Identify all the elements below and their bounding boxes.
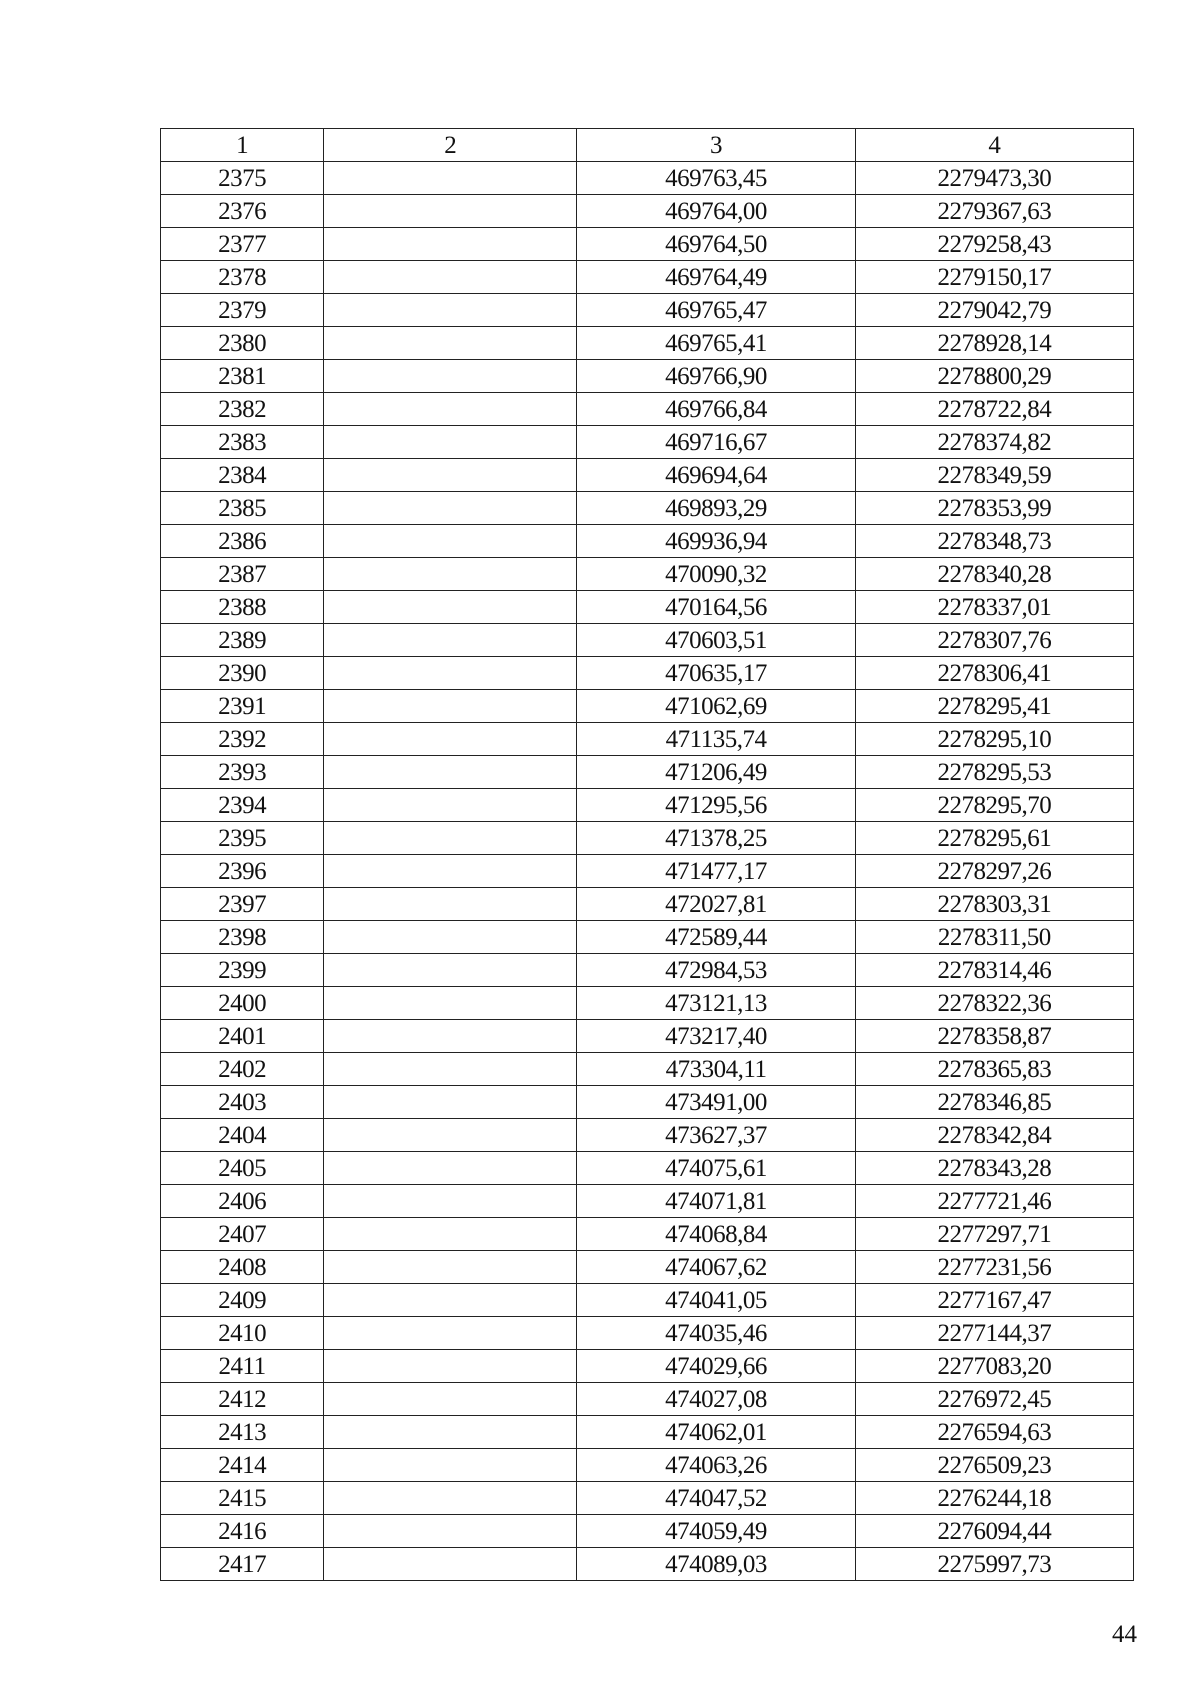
point-number-cell: 2403 xyxy=(161,1086,324,1119)
column-2-cell xyxy=(324,921,577,954)
x-coordinate-cell: 472589,44 xyxy=(577,921,855,954)
x-coordinate-cell: 474089,03 xyxy=(577,1548,855,1581)
y-coordinate-cell: 2276509,23 xyxy=(855,1449,1133,1482)
y-coordinate-cell: 2275997,73 xyxy=(855,1548,1133,1581)
y-coordinate-cell: 2279042,79 xyxy=(855,294,1133,327)
column-2-cell xyxy=(324,162,577,195)
column-2-cell xyxy=(324,723,577,756)
table-row xyxy=(161,162,1134,195)
x-coordinate-cell: 474067,62 xyxy=(577,1251,855,1284)
table-row xyxy=(161,1482,1134,1515)
table-row xyxy=(161,1383,1134,1416)
x-coordinate-cell: 473217,40 xyxy=(577,1020,855,1053)
y-coordinate-cell: 2277144,37 xyxy=(855,1317,1133,1350)
y-coordinate-cell: 2278928,14 xyxy=(855,327,1133,360)
x-coordinate-cell: 474029,66 xyxy=(577,1350,855,1383)
table-row xyxy=(161,1185,1134,1218)
point-number-cell: 2399 xyxy=(161,954,324,987)
table-row xyxy=(161,426,1134,459)
x-coordinate-cell: 473491,00 xyxy=(577,1086,855,1119)
column-2-cell xyxy=(324,525,577,558)
point-number-cell: 2380 xyxy=(161,327,324,360)
column-2-cell xyxy=(324,327,577,360)
point-number-cell: 2378 xyxy=(161,261,324,294)
y-coordinate-cell: 2278303,31 xyxy=(855,888,1133,921)
table-row xyxy=(161,1053,1134,1086)
table-row xyxy=(161,525,1134,558)
column-2-cell xyxy=(324,426,577,459)
column-2-cell xyxy=(324,1317,577,1350)
y-coordinate-cell: 2278374,82 xyxy=(855,426,1133,459)
y-coordinate-cell: 2278311,50 xyxy=(855,921,1133,954)
x-coordinate-cell: 474068,84 xyxy=(577,1218,855,1251)
y-coordinate-cell: 2277083,20 xyxy=(855,1350,1133,1383)
y-coordinate-cell: 2276594,63 xyxy=(855,1416,1133,1449)
point-number-cell: 2412 xyxy=(161,1383,324,1416)
column-2-cell xyxy=(324,294,577,327)
y-coordinate-cell: 2278800,29 xyxy=(855,360,1133,393)
table-row xyxy=(161,459,1134,492)
x-coordinate-cell: 471295,56 xyxy=(577,789,855,822)
point-number-cell: 2414 xyxy=(161,1449,324,1482)
y-coordinate-cell: 2278297,26 xyxy=(855,855,1133,888)
column-2-cell xyxy=(324,459,577,492)
point-number-cell: 2389 xyxy=(161,624,324,657)
point-number-cell: 2377 xyxy=(161,228,324,261)
x-coordinate-cell: 469764,50 xyxy=(577,228,855,261)
y-coordinate-cell: 2278342,84 xyxy=(855,1119,1133,1152)
table-row xyxy=(161,822,1134,855)
y-coordinate-cell: 2277297,71 xyxy=(855,1218,1133,1251)
column-2-cell xyxy=(324,1119,577,1152)
point-number-cell: 2395 xyxy=(161,822,324,855)
column-2-cell xyxy=(324,492,577,525)
column-2-cell xyxy=(324,1218,577,1251)
y-coordinate-cell: 2278322,36 xyxy=(855,987,1133,1020)
column-header-2: 2 xyxy=(324,129,577,162)
point-number-cell: 2381 xyxy=(161,360,324,393)
table-row xyxy=(161,1218,1134,1251)
column-2-cell xyxy=(324,228,577,261)
x-coordinate-cell: 469764,49 xyxy=(577,261,855,294)
point-number-cell: 2393 xyxy=(161,756,324,789)
table-row xyxy=(161,558,1134,591)
x-coordinate-cell: 473121,13 xyxy=(577,987,855,1020)
point-number-cell: 2387 xyxy=(161,558,324,591)
point-number-cell: 2411 xyxy=(161,1350,324,1383)
y-coordinate-cell: 2278295,41 xyxy=(855,690,1133,723)
column-2-cell xyxy=(324,1416,577,1449)
column-header-3: 3 xyxy=(577,129,855,162)
table-row xyxy=(161,954,1134,987)
point-number-cell: 2398 xyxy=(161,921,324,954)
column-2-cell xyxy=(324,855,577,888)
table-row xyxy=(161,987,1134,1020)
table-row xyxy=(161,195,1134,228)
y-coordinate-cell: 2277231,56 xyxy=(855,1251,1133,1284)
point-number-cell: 2410 xyxy=(161,1317,324,1350)
table-row xyxy=(161,591,1134,624)
table-row xyxy=(161,1251,1134,1284)
x-coordinate-cell: 471378,25 xyxy=(577,822,855,855)
point-number-cell: 2388 xyxy=(161,591,324,624)
point-number-cell: 2382 xyxy=(161,393,324,426)
column-2-cell xyxy=(324,657,577,690)
point-number-cell: 2406 xyxy=(161,1185,324,1218)
table-row xyxy=(161,393,1134,426)
point-number-cell: 2396 xyxy=(161,855,324,888)
point-number-cell: 2397 xyxy=(161,888,324,921)
column-2-cell xyxy=(324,558,577,591)
point-number-cell: 2413 xyxy=(161,1416,324,1449)
y-coordinate-cell: 2276972,45 xyxy=(855,1383,1133,1416)
column-2-cell xyxy=(324,1548,577,1581)
x-coordinate-cell: 471206,49 xyxy=(577,756,855,789)
x-coordinate-cell: 469694,64 xyxy=(577,459,855,492)
x-coordinate-cell: 471062,69 xyxy=(577,690,855,723)
column-2-cell xyxy=(324,1350,577,1383)
y-coordinate-cell: 2276094,44 xyxy=(855,1515,1133,1548)
point-number-cell: 2386 xyxy=(161,525,324,558)
y-coordinate-cell: 2278343,28 xyxy=(855,1152,1133,1185)
x-coordinate-cell: 473627,37 xyxy=(577,1119,855,1152)
x-coordinate-cell: 469766,90 xyxy=(577,360,855,393)
x-coordinate-cell: 474027,08 xyxy=(577,1383,855,1416)
table-body xyxy=(161,162,1134,1581)
y-coordinate-cell: 2278358,87 xyxy=(855,1020,1133,1053)
x-coordinate-cell: 469766,84 xyxy=(577,393,855,426)
point-number-cell: 2408 xyxy=(161,1251,324,1284)
column-2-cell xyxy=(324,261,577,294)
table-row xyxy=(161,855,1134,888)
point-number-cell: 2400 xyxy=(161,987,324,1020)
y-coordinate-cell: 2277167,47 xyxy=(855,1284,1133,1317)
point-number-cell: 2409 xyxy=(161,1284,324,1317)
point-number-cell: 2392 xyxy=(161,723,324,756)
y-coordinate-cell: 2278295,70 xyxy=(855,789,1133,822)
point-number-cell: 2416 xyxy=(161,1515,324,1548)
x-coordinate-cell: 471477,17 xyxy=(577,855,855,888)
table-row xyxy=(161,1119,1134,1152)
y-coordinate-cell: 2278337,01 xyxy=(855,591,1133,624)
point-number-cell: 2383 xyxy=(161,426,324,459)
x-coordinate-cell: 474041,05 xyxy=(577,1284,855,1317)
table-row xyxy=(161,261,1134,294)
column-header-4: 4 xyxy=(855,129,1133,162)
y-coordinate-cell: 2279367,63 xyxy=(855,195,1133,228)
point-number-cell: 2417 xyxy=(161,1548,324,1581)
x-coordinate-cell: 469765,47 xyxy=(577,294,855,327)
y-coordinate-cell: 2278346,85 xyxy=(855,1086,1133,1119)
table-row xyxy=(161,657,1134,690)
x-coordinate-cell: 474047,52 xyxy=(577,1482,855,1515)
column-2-cell xyxy=(324,360,577,393)
table-row xyxy=(161,921,1134,954)
point-number-cell: 2379 xyxy=(161,294,324,327)
column-2-cell xyxy=(324,591,577,624)
y-coordinate-cell: 2279258,43 xyxy=(855,228,1133,261)
y-coordinate-cell: 2278295,61 xyxy=(855,822,1133,855)
x-coordinate-cell: 470635,17 xyxy=(577,657,855,690)
table-row xyxy=(161,624,1134,657)
point-number-cell: 2404 xyxy=(161,1119,324,1152)
column-2-cell xyxy=(324,1251,577,1284)
x-coordinate-cell: 472984,53 xyxy=(577,954,855,987)
column-2-cell xyxy=(324,1020,577,1053)
point-number-cell: 2415 xyxy=(161,1482,324,1515)
column-2-cell xyxy=(324,1086,577,1119)
page-number: 44 xyxy=(1112,1621,1137,1648)
x-coordinate-cell: 472027,81 xyxy=(577,888,855,921)
table-row xyxy=(161,690,1134,723)
table-row xyxy=(161,360,1134,393)
x-coordinate-cell: 469893,29 xyxy=(577,492,855,525)
column-2-cell xyxy=(324,393,577,426)
column-2-cell xyxy=(324,1383,577,1416)
x-coordinate-cell: 470090,32 xyxy=(577,558,855,591)
table-row xyxy=(161,756,1134,789)
table-header-row xyxy=(161,129,1134,162)
x-coordinate-cell: 474059,49 xyxy=(577,1515,855,1548)
x-coordinate-cell: 471135,74 xyxy=(577,723,855,756)
column-2-cell xyxy=(324,1185,577,1218)
point-number-cell: 2401 xyxy=(161,1020,324,1053)
table-row xyxy=(161,1515,1134,1548)
x-coordinate-cell: 469716,67 xyxy=(577,426,855,459)
point-number-cell: 2384 xyxy=(161,459,324,492)
column-2-cell xyxy=(324,1482,577,1515)
column-2-cell xyxy=(324,1152,577,1185)
x-coordinate-cell: 470603,51 xyxy=(577,624,855,657)
x-coordinate-cell: 473304,11 xyxy=(577,1053,855,1086)
table-row xyxy=(161,789,1134,822)
table-row xyxy=(161,1152,1134,1185)
point-number-cell: 2375 xyxy=(161,162,324,195)
column-2-cell xyxy=(324,1515,577,1548)
column-2-cell xyxy=(324,1284,577,1317)
x-coordinate-cell: 474075,61 xyxy=(577,1152,855,1185)
x-coordinate-cell: 474062,01 xyxy=(577,1416,855,1449)
point-number-cell: 2390 xyxy=(161,657,324,690)
x-coordinate-cell: 474035,46 xyxy=(577,1317,855,1350)
y-coordinate-cell: 2278306,41 xyxy=(855,657,1133,690)
table-row xyxy=(161,228,1134,261)
y-coordinate-cell: 2278295,53 xyxy=(855,756,1133,789)
column-2-cell xyxy=(324,690,577,723)
point-number-cell: 2407 xyxy=(161,1218,324,1251)
y-coordinate-cell: 2279473,30 xyxy=(855,162,1133,195)
point-number-cell: 2394 xyxy=(161,789,324,822)
column-header-1: 1 xyxy=(161,129,324,162)
column-2-cell xyxy=(324,195,577,228)
table-row xyxy=(161,1350,1134,1383)
column-2-cell xyxy=(324,987,577,1020)
point-number-cell: 2402 xyxy=(161,1053,324,1086)
x-coordinate-cell: 469763,45 xyxy=(577,162,855,195)
table-row xyxy=(161,492,1134,525)
table-row xyxy=(161,327,1134,360)
table-row xyxy=(161,1548,1134,1581)
x-coordinate-cell: 469936,94 xyxy=(577,525,855,558)
point-number-cell: 2385 xyxy=(161,492,324,525)
x-coordinate-cell: 474063,26 xyxy=(577,1449,855,1482)
table-row xyxy=(161,1086,1134,1119)
column-2-cell xyxy=(324,954,577,987)
x-coordinate-cell: 469764,00 xyxy=(577,195,855,228)
y-coordinate-cell: 2278295,10 xyxy=(855,723,1133,756)
y-coordinate-cell: 2279150,17 xyxy=(855,261,1133,294)
column-2-cell xyxy=(324,756,577,789)
y-coordinate-cell: 2278340,28 xyxy=(855,558,1133,591)
y-coordinate-cell: 2278353,99 xyxy=(855,492,1133,525)
y-coordinate-cell: 2278349,59 xyxy=(855,459,1133,492)
x-coordinate-cell: 474071,81 xyxy=(577,1185,855,1218)
column-2-cell xyxy=(324,888,577,921)
column-2-cell xyxy=(324,1449,577,1482)
y-coordinate-cell: 2278348,73 xyxy=(855,525,1133,558)
y-coordinate-cell: 2278307,76 xyxy=(855,624,1133,657)
point-number-cell: 2391 xyxy=(161,690,324,723)
point-number-cell: 2405 xyxy=(161,1152,324,1185)
column-2-cell xyxy=(324,822,577,855)
table-row xyxy=(161,723,1134,756)
x-coordinate-cell: 470164,56 xyxy=(577,591,855,624)
y-coordinate-cell: 2278314,46 xyxy=(855,954,1133,987)
table-row xyxy=(161,1284,1134,1317)
y-coordinate-cell: 2276244,18 xyxy=(855,1482,1133,1515)
y-coordinate-cell: 2278722,84 xyxy=(855,393,1133,426)
table-row xyxy=(161,1416,1134,1449)
table-row xyxy=(161,888,1134,921)
coordinates-table xyxy=(160,128,1134,1581)
column-2-cell xyxy=(324,1053,577,1086)
point-number-cell: 2376 xyxy=(161,195,324,228)
table-row xyxy=(161,1020,1134,1053)
x-coordinate-cell: 469765,41 xyxy=(577,327,855,360)
column-2-cell xyxy=(324,789,577,822)
column-2-cell xyxy=(324,624,577,657)
table-row xyxy=(161,1449,1134,1482)
table-row xyxy=(161,294,1134,327)
y-coordinate-cell: 2278365,83 xyxy=(855,1053,1133,1086)
y-coordinate-cell: 2277721,46 xyxy=(855,1185,1133,1218)
table-row xyxy=(161,1317,1134,1350)
